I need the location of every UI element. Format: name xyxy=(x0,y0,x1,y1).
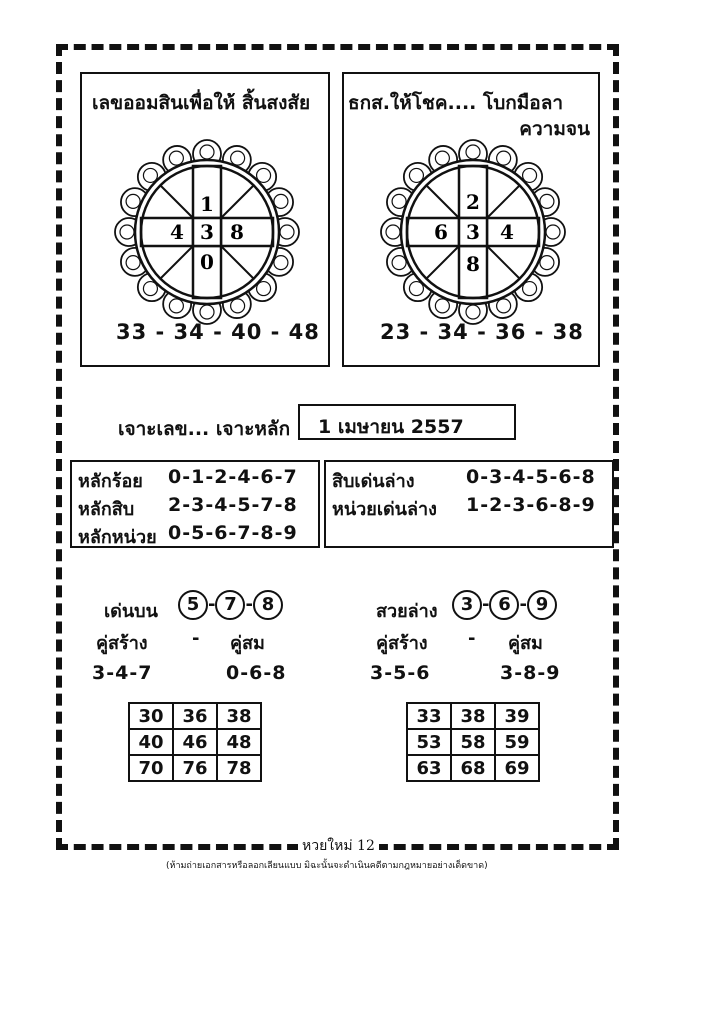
date-box xyxy=(298,404,516,440)
grid-cell: 38 xyxy=(451,703,495,729)
right-wheel-bottom: 8 xyxy=(466,252,480,276)
grid-cell: 70 xyxy=(129,755,173,781)
top-pair-odd: 3-4-7 xyxy=(92,662,153,684)
bottom-pair-dash: - xyxy=(468,628,476,649)
top-pair-dash: - xyxy=(192,628,200,649)
grid-cell: 78 xyxy=(217,755,261,781)
grid-cell: 46 xyxy=(173,729,217,755)
grid-cell: 69 xyxy=(495,755,539,781)
left-wheel-top: 1 xyxy=(200,192,214,216)
grid-cell: 48 xyxy=(217,729,261,755)
grid-cell: 36 xyxy=(173,703,217,729)
bottom-number-grid xyxy=(406,702,540,782)
right-panel-numbers: 23 - 34 - 36 - 38 xyxy=(380,320,584,344)
left-panel-title: เลขออมสินเพื่อให้ สิ้นสงสัย xyxy=(92,92,311,114)
tens-value: 2-3-4-5-7-8 xyxy=(168,494,298,516)
right-wheel-top: 2 xyxy=(466,190,480,214)
grid-cell: 58 xyxy=(451,729,495,755)
top-pair-even: 0-6-8 xyxy=(226,662,287,684)
date-row-label: เจาะเลข... เจาะหลัก xyxy=(118,418,291,440)
table-row xyxy=(129,729,261,755)
left-wheel-left: 4 xyxy=(170,220,184,244)
digits-left-box xyxy=(70,460,320,548)
units-label: หลักหน่วย xyxy=(78,527,157,548)
table-row xyxy=(407,755,539,781)
grid-cell: 40 xyxy=(129,729,173,755)
left-wheel-bottom: 0 xyxy=(200,250,214,274)
bottom-pair-odd-label: คู่สร้าง xyxy=(376,633,428,654)
top-section-label: เด่นบน xyxy=(104,601,158,622)
top-digit-1: 5 xyxy=(178,590,208,620)
bottom-pair-odd: 3-5-6 xyxy=(370,662,431,684)
bottom-section-label: สวยล่าง xyxy=(376,601,438,622)
bottom-pair-even: 3-8-9 xyxy=(500,662,561,684)
hundreds-label: หลักร้อย xyxy=(78,471,143,492)
top-digit-3: 8 xyxy=(253,590,283,620)
bottom-digit-3: 9 xyxy=(527,590,557,620)
grid-cell: 53 xyxy=(407,729,451,755)
left-lucky-wheel xyxy=(109,134,305,330)
table-row xyxy=(129,755,261,781)
tens-label: หลักสิบ xyxy=(78,499,135,520)
right-panel xyxy=(342,72,600,367)
grid-cell: 33 xyxy=(407,703,451,729)
digits-right-box xyxy=(324,460,614,548)
units-value: 0-5-6-7-8-9 xyxy=(168,522,298,544)
lower-units-value: 1-2-3-6-8-9 xyxy=(466,494,596,516)
left-panel xyxy=(80,72,330,367)
right-wheel-center: 3 xyxy=(466,220,480,244)
left-panel-numbers: 33 - 34 - 40 - 48 xyxy=(116,320,320,344)
top-pair-odd-label: คู่สร้าง xyxy=(96,633,148,654)
right-panel-title-line2: ความจน xyxy=(519,118,590,140)
right-wheel-right: 4 xyxy=(500,220,514,244)
lower-tens-value: 0-3-4-5-6-8 xyxy=(466,466,596,488)
grid-cell: 59 xyxy=(495,729,539,755)
top-number-grid xyxy=(128,702,262,782)
hundreds-value: 0-1-2-4-6-7 xyxy=(168,466,298,488)
lower-units-label: หน่วยเด่นล่าง xyxy=(332,499,437,520)
lower-tens-label: สิบเด่นล่าง xyxy=(332,471,415,492)
top-digit-2: 7 xyxy=(215,590,245,620)
grid-cell: 39 xyxy=(495,703,539,729)
table-row xyxy=(129,703,261,729)
top-pair-even-label: คู่สม xyxy=(230,633,265,654)
right-lucky-wheel xyxy=(375,134,571,330)
copyright-note: (ห้ามถ่ายเอกสารหรือลอกเลียนแบบ มิฉะนั้นจะดำเนินคดีตามกฎหมายอย่างเด็ดขาด) xyxy=(166,861,488,871)
bottom-digits: 3 - 6 - 9 xyxy=(452,590,557,620)
table-row xyxy=(407,729,539,755)
grid-cell: 63 xyxy=(407,755,451,781)
right-panel-title-line1: ธกส.ให้โชค.... โบกมือลา xyxy=(348,92,564,114)
grid-cell: 68 xyxy=(451,755,495,781)
page-footer: หวยใหม่ 12 xyxy=(298,835,379,857)
left-wheel-right: 8 xyxy=(230,220,244,244)
bottom-pair-even-label: คู่สม xyxy=(508,633,543,654)
bottom-digit-1: 3 xyxy=(452,590,482,620)
left-wheel-center: 3 xyxy=(200,220,214,244)
bottom-digit-2: 6 xyxy=(489,590,519,620)
top-digits: 5 - 7 - 8 xyxy=(178,590,283,620)
table-row xyxy=(407,703,539,729)
grid-cell: 38 xyxy=(217,703,261,729)
grid-cell: 30 xyxy=(129,703,173,729)
right-wheel-left: 6 xyxy=(434,220,448,244)
grid-cell: 76 xyxy=(173,755,217,781)
date-text: 1 เมษายน 2557 xyxy=(318,416,464,438)
